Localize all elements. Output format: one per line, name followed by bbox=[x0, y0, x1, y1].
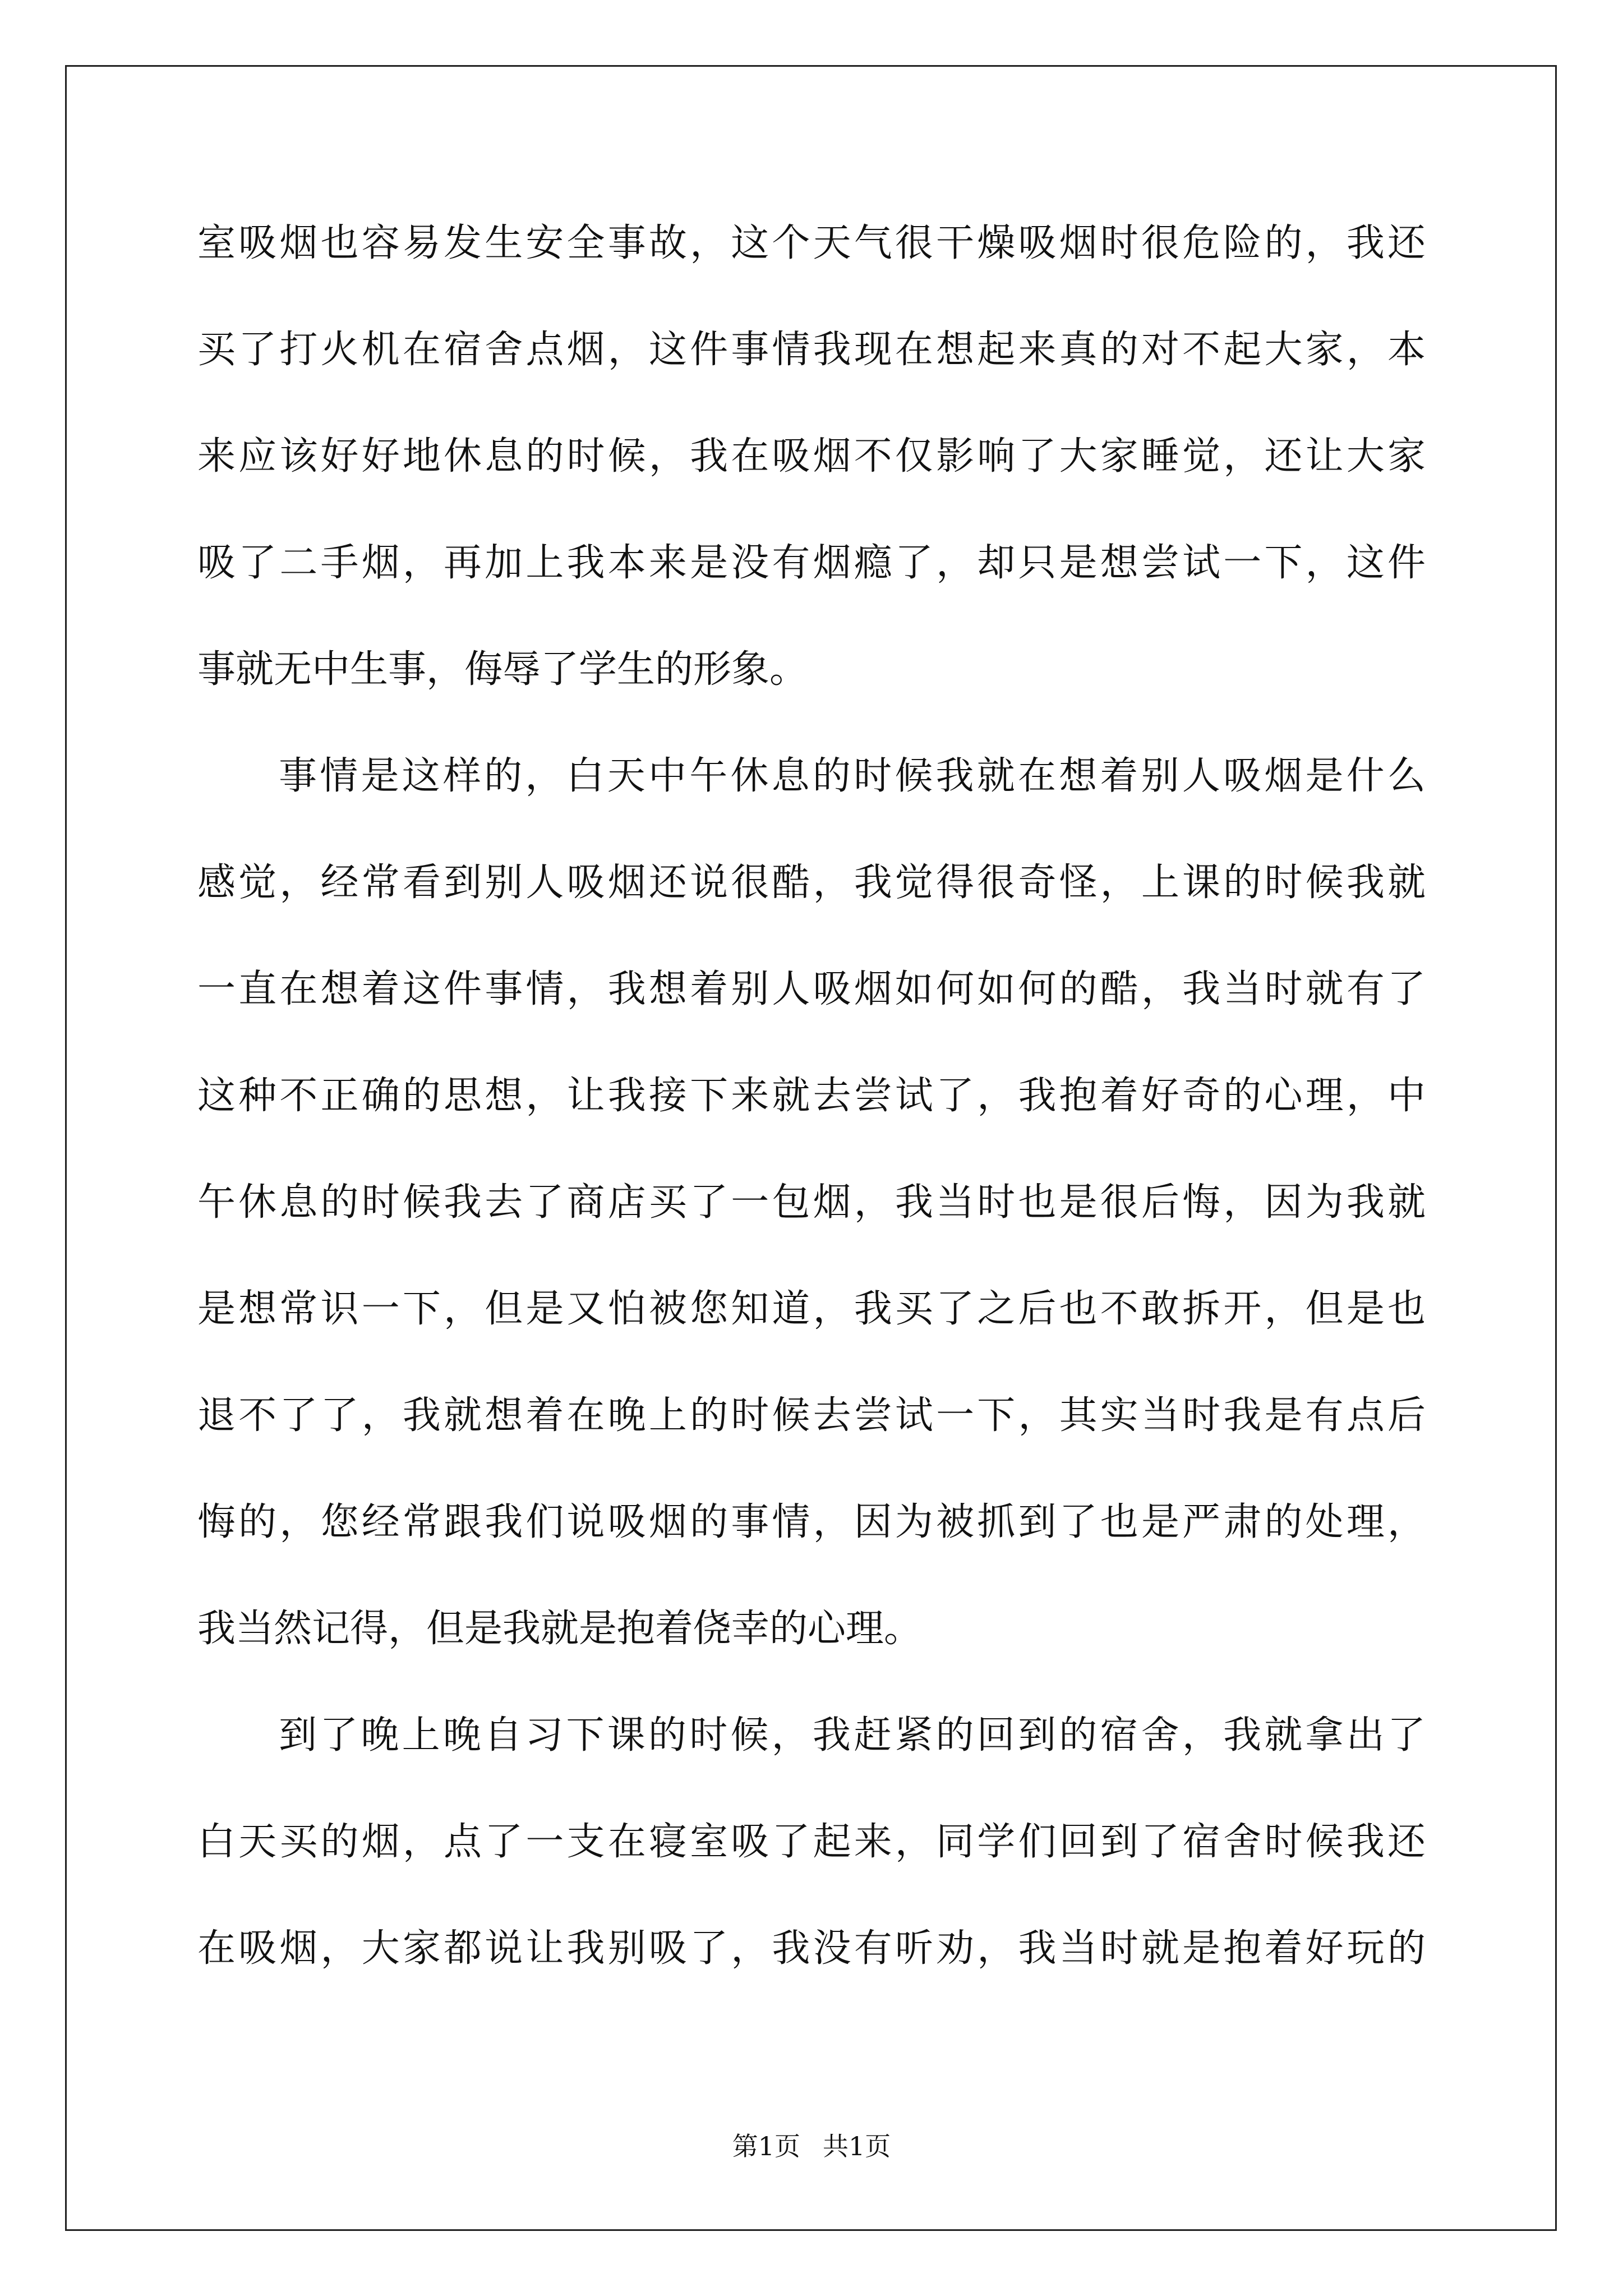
text-line: 买了打火机在宿舍点烟，这件事情我现在想起来真的对不起大家，本 bbox=[197, 328, 1426, 372]
document-body bbox=[197, 217, 1426, 2028]
text-line: 这种不正确的思想，让我接下来就去尝试了，我抱着好奇的心理，中 bbox=[197, 1074, 1426, 1118]
text-line: 在吸烟，大家都说让我别吸了，我没有听劝，我当时就是抱着好玩的 bbox=[197, 1926, 1426, 1971]
text-line: 吸了二手烟，再加上我本来是没有烟瘾了，却只是想尝试一下，这件 bbox=[197, 541, 1426, 585]
text-line: 来应该好好地休息的时候，我在吸烟不仅影响了大家睡觉，还让大家 bbox=[197, 434, 1426, 478]
text-line: 是想常识一下，但是又怕被您知道，我买了之后也不敢拆开，但是也 bbox=[197, 1287, 1426, 1331]
text-line: 事就无中生事，侮辱了学生的形象。 bbox=[197, 647, 808, 692]
text-line: 事情是这样的，白天中午休息的时候我就在想着别人吸烟是什么 bbox=[279, 754, 1426, 798]
text-line: 白天买的烟，点了一支在寝室吸了起来，同学们回到了宿舍时候我还 bbox=[197, 1820, 1426, 1864]
page-total: 共1页 bbox=[823, 2131, 891, 2161]
text-line: 悔的，您经常跟我们说吸烟的事情，因为被抓到了也是严肃的处理， bbox=[197, 1500, 1426, 1544]
page-number: 第1页 bbox=[732, 2131, 800, 2161]
text-line: 我当然记得，但是我就是抱着侥幸的心理。 bbox=[197, 1607, 923, 1651]
page-footer bbox=[0, 2126, 1623, 2163]
text-line: 到了晚上晚自习下课的时候，我赶紧的回到的宿舍，我就拿出了 bbox=[279, 1713, 1426, 1757]
text-line: 退不了了，我就想着在晚上的时候去尝试一下，其实当时我是有点后 bbox=[197, 1393, 1426, 1438]
text-line: 午休息的时候我去了商店买了一包烟，我当时也是很后悔，因为我就 bbox=[197, 1180, 1426, 1225]
text-line: 室吸烟也容易发生安全事故，这个天气很干燥吸烟时很危险的，我还 bbox=[197, 221, 1426, 265]
text-line: 感觉，经常看到别人吸烟还说很酷，我觉得很奇怪，上课的时候我就 bbox=[197, 861, 1426, 905]
text-line: 一直在想着这件事情，我想着别人吸烟如何如何的酷，我当时就有了 bbox=[197, 967, 1426, 1011]
